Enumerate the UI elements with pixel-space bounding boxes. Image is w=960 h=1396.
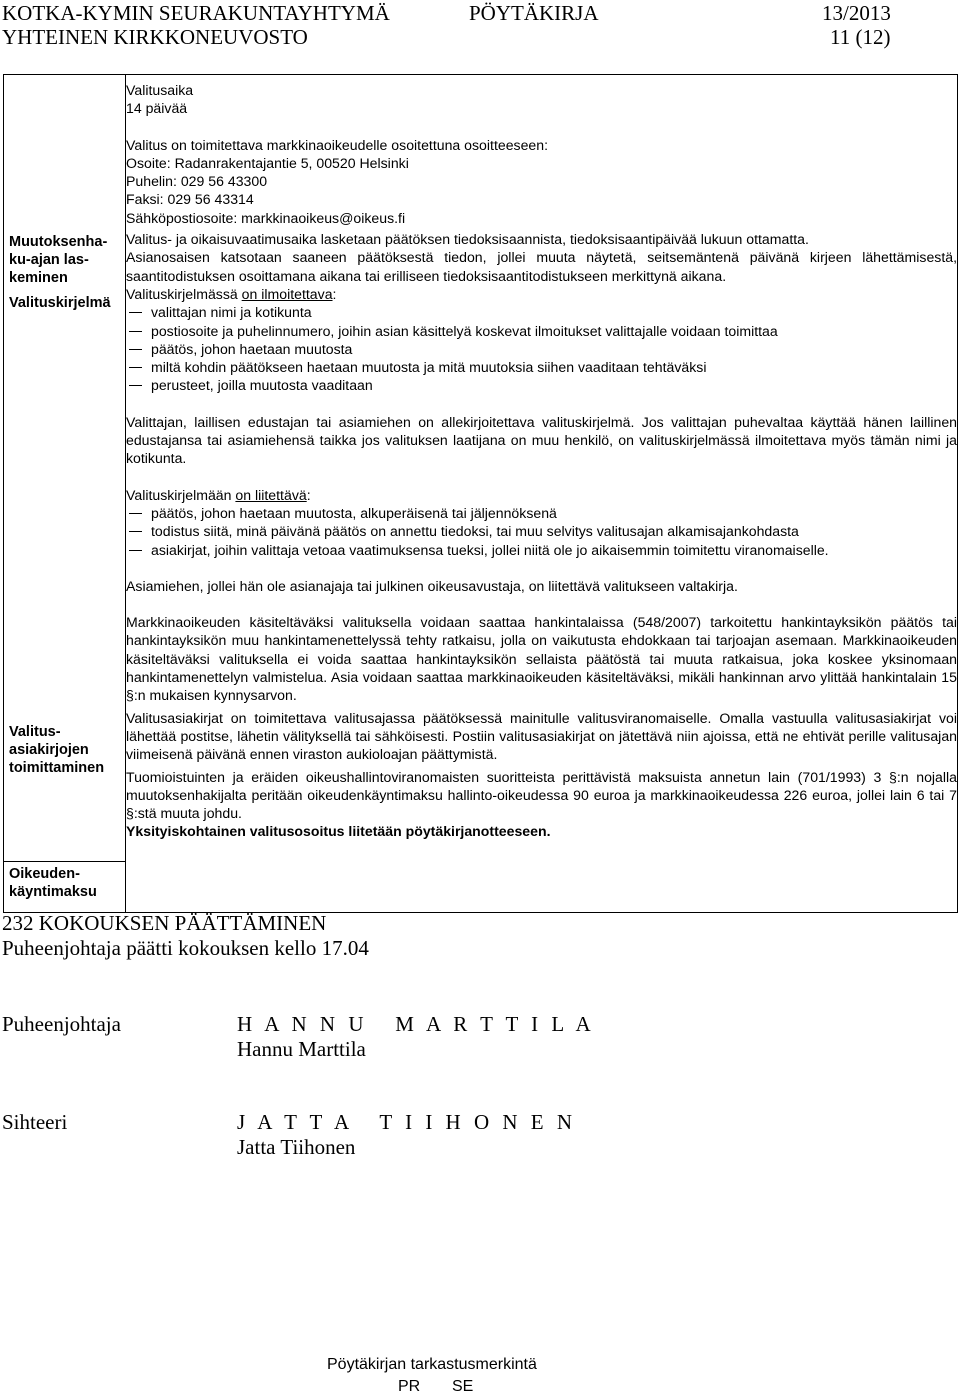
list-item: perusteet, joilla muutosta vaaditaan (126, 376, 957, 394)
list-item: valittajan nimi ja kotikunta (126, 303, 957, 321)
closing-text: Puheenjohtaja päätti kokouksen kello 17.04 (2, 936, 369, 960)
list-item: asiakirjat, joihin valittaja vetoaa vaatimuksensa tueksi, jollei niitä ole jo aikaisemmin toimitettu viranomaiselle. (126, 541, 957, 559)
secretary-signature-caps: J A T T A T I I H O N E N (237, 1110, 577, 1134)
closing-title: 232 KOKOUKSEN PÄÄTTÄMINEN (2, 911, 327, 935)
doc-type: PÖYTÄKIRJA (469, 1, 599, 25)
delivery-label: Valitus- asiakirjojen toimittaminen (9, 724, 105, 776)
label-column (4, 75, 126, 862)
required-contents-list (126, 303, 957, 394)
address-line: Osoite: Radanrakentajantie 5, 00520 Helsinki (126, 154, 409, 171)
court-fee-label: Oikeuden- käyntimaksu (9, 866, 97, 900)
content-column (126, 75, 958, 913)
list-item: todistus siitä, minä päivänä päätös on annettu tiedoksi, tai muu selvitys valitusajan alkamisajankohdasta (126, 522, 957, 540)
address-line: Valitus on toimitettava markkinaoikeudelle osoitettuna osoitteeseen: (126, 136, 549, 153)
address-line: Sähköpostiosoite: markkinaoikeus@oikeus.fi (126, 209, 406, 226)
court-fee-label-cell (4, 862, 126, 913)
doc-number: 13/2013 (822, 1, 891, 25)
appeal-letter-intro: Valituskirjelmässä on ilmoitettava: (126, 285, 337, 302)
secretary-name: Jatta Tiihonen (237, 1135, 356, 1159)
market-court-text: Markkinaoikeuden käsiteltäväksi valituksella voidaan saattaa hankintalaissa (548/2007) tarkoitettu hankintayksikön päätös tai hankintayksikön muu hankintamenettelyssä tehty ratkaisu, jolla on vaikutusta ehdokkaan tai tarjoajan asemaan. Markkinaoikeuden käsiteltäväksi valituksella ei voida saattaa hankintayksikön sellaista päätöstä tai muuta ratkaisua, joka koskee yksinomaan hankintamenettelyn valmistelua. Asia voidaan saattaa markkinaoikeuden käsiteltäväksi, mikäli hankinnan arvo ylittää hankintalain 15 §:n mukaisen kynnysarvon. (126, 614, 957, 704)
appeal-time-title: Valitusaika (126, 82, 194, 98)
address-line: Puhelin: 029 56 43300 (126, 173, 268, 190)
appeal-letter-label: Valituskirjelmä (9, 295, 111, 311)
signature-requirement: Valittajan, laillisen edustajan tai asiamiehen on allekirjoitettava valituskirjelmä. Jos valittajan puhevaltaa käyttää hänen laillinen edustajansa tai asiamiehensä taikka jos valituksen laatijana on muu henkilö, on valituskirjelmässä ilmoitettava myös tämän nimi ja kotikunta. (126, 413, 957, 467)
org-name: KOTKA-KYMIN SEURAKUNTAYHTYMÄ (2, 1, 390, 25)
court-fee-text: Tuomioistuinten ja eräiden oikeushallintoviranomaisten suoritteista perittävistä maksuista annetun lain (701/1993) 3 §:n nojalla muutoksenhakijalta peritään oikeudenkäyntimaksu hallinto-oikeudessa 90 euroa ja markkinaoikeudessa 226 euroa, jollei lain 6 tai 7 §:stä muuta johdu. (126, 768, 957, 822)
attachments-list (126, 504, 957, 559)
secretary-role: Sihteeri (2, 1110, 68, 1134)
list-item: postiosoite ja puhelinnumero, joihin asian käsittelyä koskevat ilmoitukset valittajalle voidaan toimittaa (126, 322, 957, 340)
chair-name: Hannu Marttila (237, 1037, 366, 1061)
chair-role: Puheenjohtaja (2, 1012, 121, 1036)
list-item: miltä kohdin päätökseen haetaan muutosta ja mitä muutoksia siihen vaaditaan tehtäväksi (126, 358, 957, 376)
review-mark-label: Pöytäkirjan tarkastusmerkintä (327, 1356, 537, 1373)
reviewer-initials-1: PR (398, 1378, 421, 1395)
address-line: Faksi: 029 56 43314 (126, 191, 254, 208)
list-item: päätös, johon haetaan muutosta, alkuperäisenä tai jäljennöksenä (126, 504, 957, 522)
detailed-instructions-note: Yksityiskohtainen valitusosoitus liitetään pöytäkirjanotteeseen. (126, 823, 551, 840)
list-item: päätös, johon haetaan muutosta (126, 340, 957, 358)
chair-signature-caps: H A N N U M A R T T I L A (237, 1012, 595, 1036)
appeal-time-days: 14 päivää (126, 100, 188, 117)
change-period-text-2: Asianosaisen katsotaan saaneen päätöksestä tiedon, jollei muuta näytetä, seitsemäntenä päivänä kirjeen lähettämisestä, saantitodistuksen osoittamana aikana tai erilliseen tiedoksisaantitodistukseen merkittynä aikana. (126, 249, 957, 284)
appeal-instructions-table (3, 74, 958, 913)
page-number: 11 (12) (830, 25, 891, 49)
change-period-text: Valitus- ja oikaisuvaatimusaika lasketaan päätöksen tiedoksisaannista, tiedoksisaantipäivää lukuun ottamatta. (126, 231, 809, 248)
change-period-label: Muutoksenha- ku-ajan las- keminen (9, 234, 108, 286)
attachments-intro: Valituskirjelmään on liitettävä: (126, 486, 311, 503)
body-name: YHTEINEN KIRKKONEUVOSTO (2, 25, 308, 49)
reviewer-initials-2: SE (452, 1378, 474, 1395)
agent-requirement: Asiamiehen, jollei hän ole asianajaja tai julkinen oikeusavustaja, on liitettävä valitukseen valtakirja. (126, 577, 738, 594)
delivery-text: Valitusasiakirjat on toimitettava valitusajassa päätöksessä mainitulle valitusviranomaiselle. Omalla vastuulla valitusasiakirjat voi lähettää postitse, lähetin välityksellä tai sähköisesti. Postiin valitusasiakirjat on jätettävä niin ajoissa, että ne ehtivät perille valitusajan viimeisenä päivänä ennen viraston aukioloajan päättymistä. (126, 709, 957, 763)
